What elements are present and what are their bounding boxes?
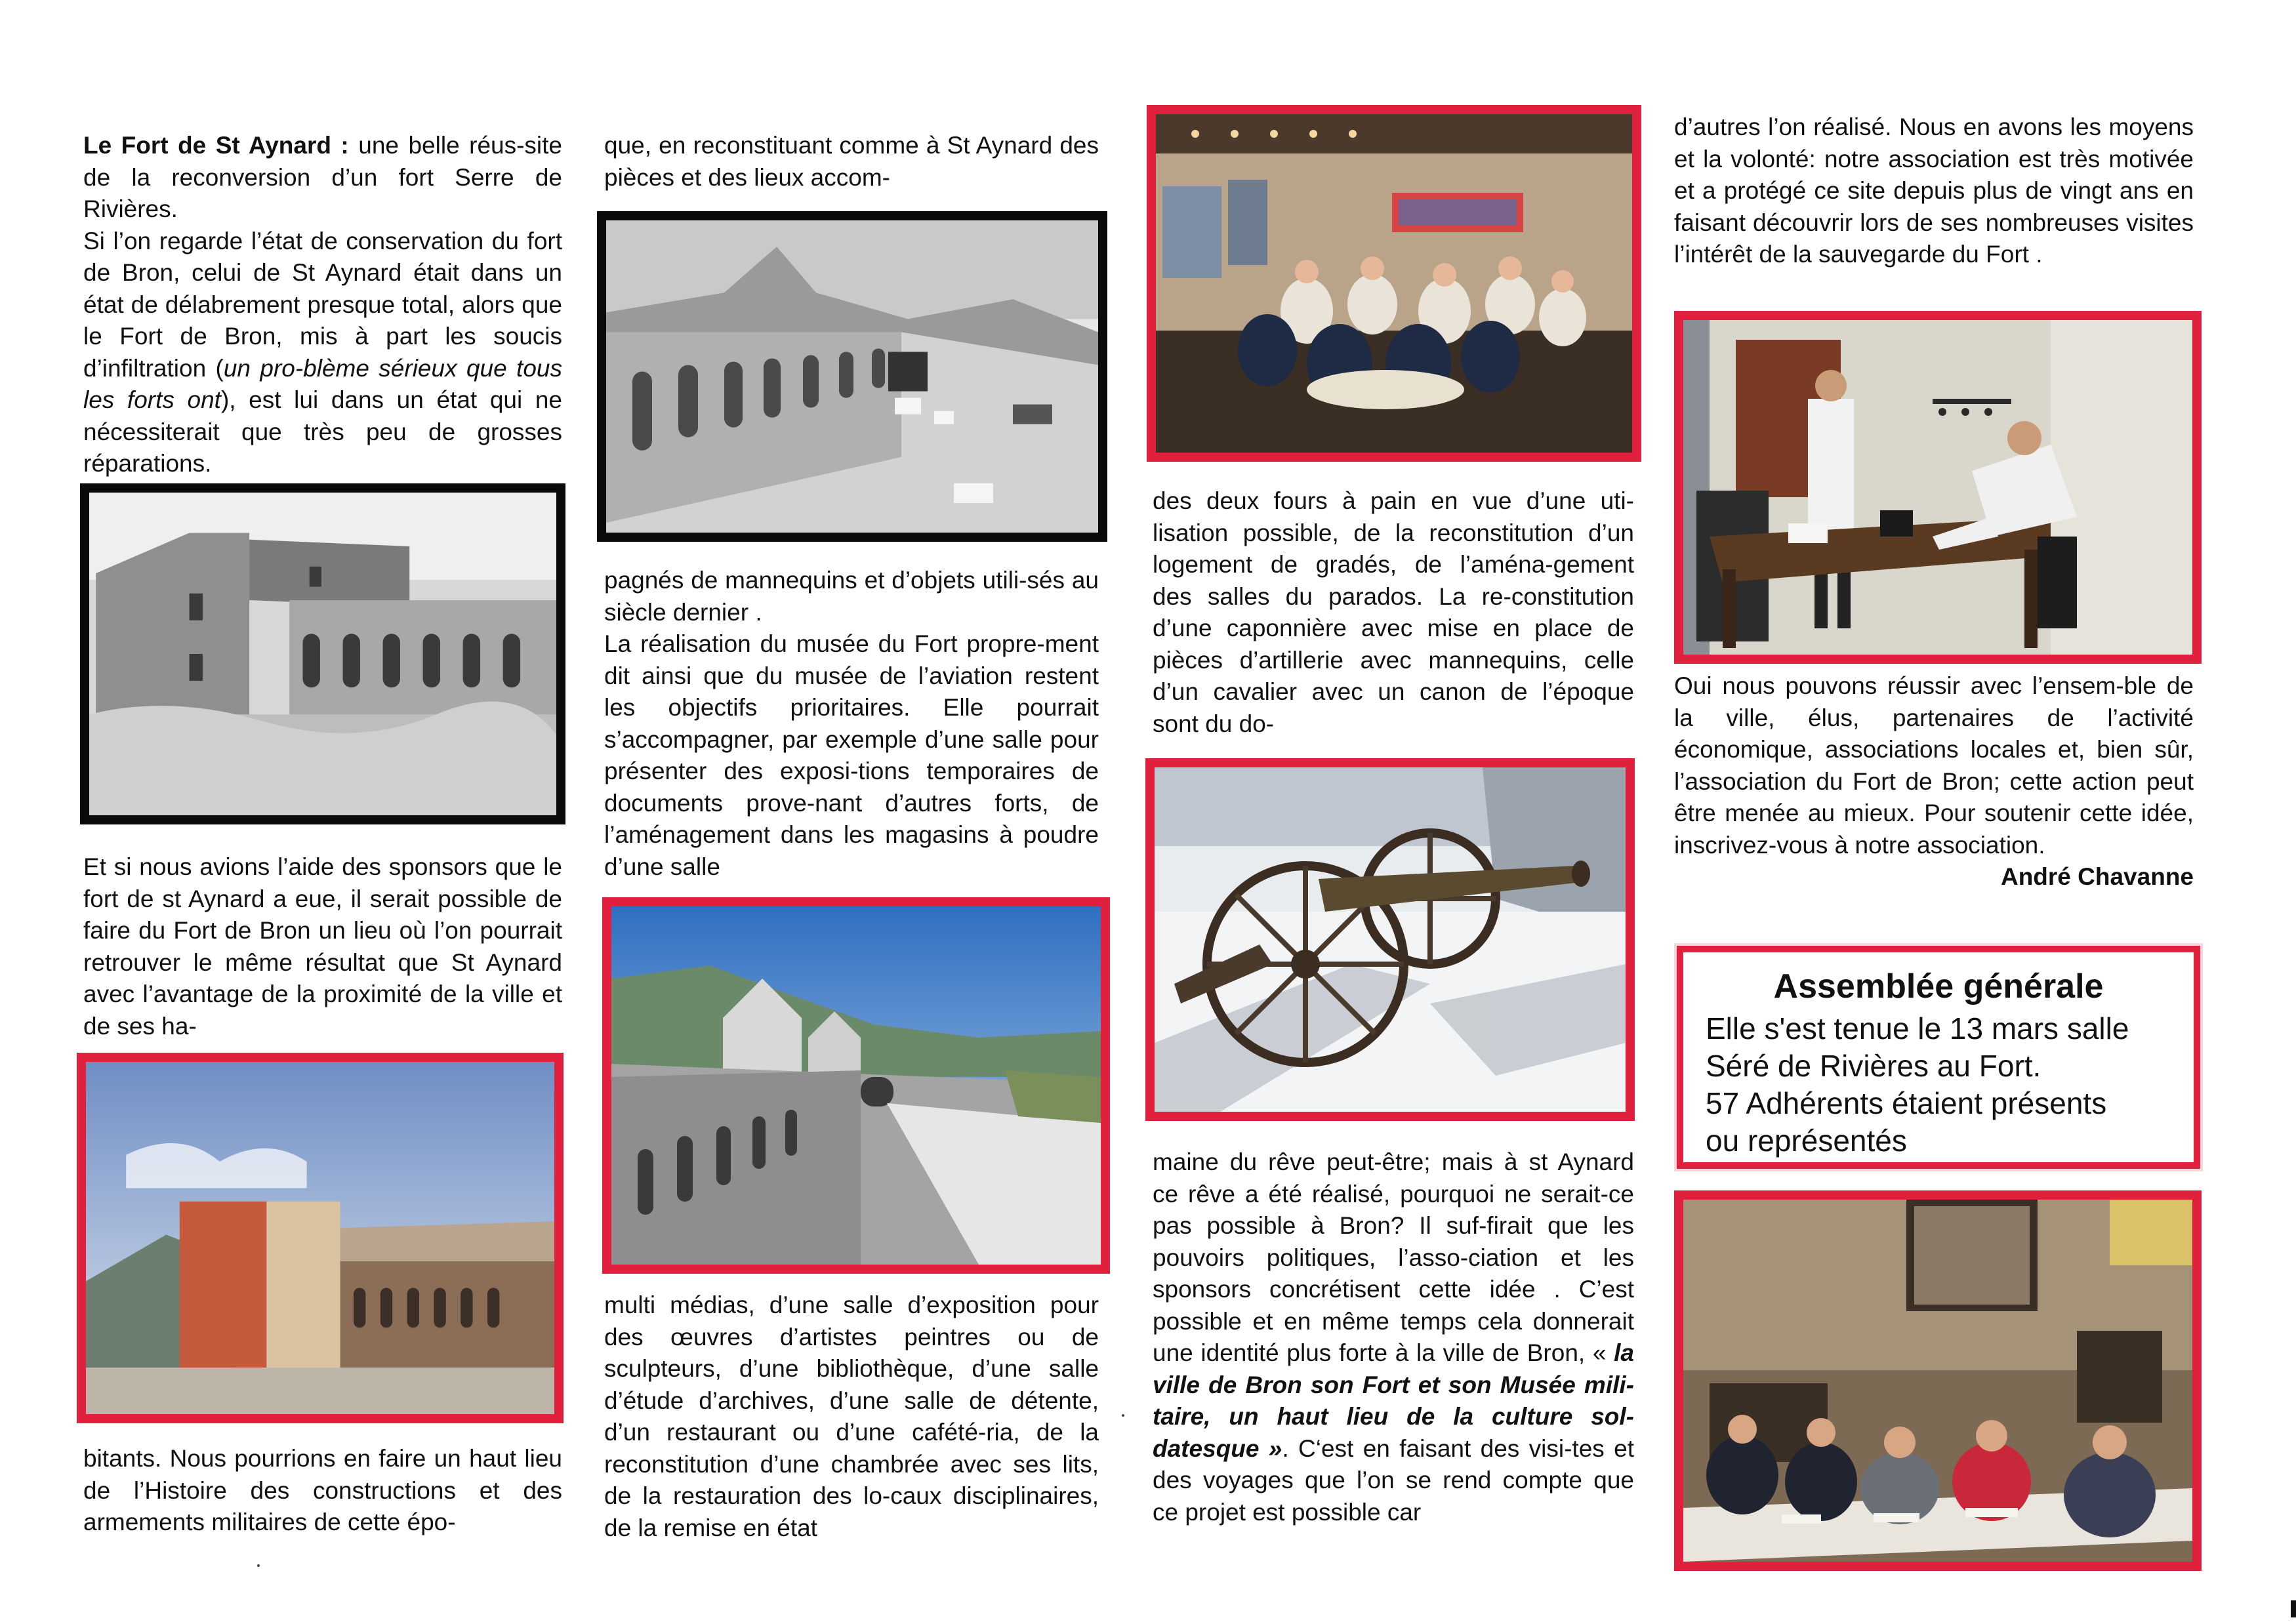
col4-text-top	[1674, 112, 2194, 271]
scan-edge-mark	[2291, 1600, 2296, 1617]
paragraph: maine du rêve peut-être; mais à st Aynard ce rêve a été réalisé, pourquoi ne serait-ce pas possible à Bron? Il suf-firait que les pouvoirs politiques, l’asso-ciation et les sponsors concrétisent cette idée . C’est possible et en même temps cela donnerait une identité plus forte à la ville de Bron, « la ville de Bron son Fort et son Musée mili-taire, un haut lieu de la culture sol-datesque ». C‘est en faisant des visi-tes et des voyages que l’on se rend compte que ce projet est possible car	[1153, 1148, 1634, 1526]
paragraph: pagnés de mannequins et d’objets utili-sés au siècle dernier .	[604, 567, 1099, 626]
photo-general-assembly	[1674, 1190, 2202, 1571]
print-speck	[257, 1564, 260, 1567]
photo-mannequins-office	[1674, 311, 2202, 664]
photo-antique-cannon	[1145, 758, 1635, 1121]
article-title: Le Fort de St Aynard :	[83, 132, 349, 159]
col2-text-top	[604, 130, 1099, 193]
col2-text-bottom	[604, 1289, 1099, 1544]
author-signature: André Chavanne	[2000, 863, 2194, 890]
photo-fort-courtyard-bw	[597, 211, 1107, 542]
col3-text-top	[1153, 485, 1634, 740]
col4-text-bottom	[1674, 670, 2194, 893]
paragraph: d’autres l’on réalisé. Nous en avons les moyens et la volonté: notre association est très motivée et a protégé ce site depuis plus de vingt ans en faisant découvrir lors de ses nombreuses visites l’intérêt de la sauvegarde du Fort .	[1674, 113, 2194, 268]
quote-emphasis: la ville de Bron son Fort et son Musée mili-taire, un haut lieu de la culture sol-datesque »	[1153, 1339, 1634, 1462]
paragraph: Et si nous avions l’aide des sponsors que le fort de st Aynard a eue, il serait possible de faire du Fort de Bron un lieu où l’on pourrait retrouver le même résultat que St Aynard avec l’avantage de la proximité de la ville et de ses ha-	[83, 853, 562, 1040]
col1-text-top	[83, 130, 562, 480]
photo-ruined-fort	[80, 483, 565, 824]
paragraph: que, en reconstituant comme à St Aynard des pièces et des lieux accom-	[604, 132, 1099, 191]
assembly-text: Elle s'est tenue le 13 mars salle Séré de Rivières au Fort. 57 Adhérents étaient présents ou représentés	[1706, 1011, 2129, 1158]
assembly-title: Assemblée générale	[1773, 967, 2104, 1005]
photo-fort-terrace-mountains	[602, 897, 1110, 1274]
photo-restored-fort-st-aynard	[77, 1053, 564, 1423]
photo-meeting-room	[1147, 105, 1641, 462]
col1-text-bottom	[83, 1443, 562, 1539]
paragraph: La réalisation du musée du Fort propre-ment dit ainsi que du musée de l’aviation restent les objectifs prioritaires. Elle pourrait s’accompagner, par exemple d’une salle pour présenter des exposi-tions temporaires de documents prove-nant d’autres forts, de l’aménagement dans les magasins à poudre d’une salle	[604, 630, 1099, 880]
paragraph: multi médias, d’une salle d’exposition pour des œuvres d’artistes peintres ou de sculpteurs, d’une bibliothèque, d’une salle d’étude d’archives, d’une salle de détente, d’un restaurant ou d’une cafété-ria, de la reconstitution d’une chambrée avec ses lits, de la restauration des lo-caux disciplinaires, de la remise en état	[604, 1291, 1099, 1541]
paragraph: Si l’on regarde l’état de conservation du fort de Bron, celui de St Aynard était dans un état de délabrement presque total, alors que le Fort de Bron, mis à part les soucis d’infiltration (un pro-blème sérieux que tous les forts ont), est lui dans un état qui ne nécessiterait que très peu de grosses réparations.	[83, 227, 562, 477]
assembly-notice-box	[1677, 946, 2200, 1169]
col1-text-middle	[83, 851, 562, 1042]
paragraph: des deux fours à pain en vue d’une uti-lisation possible, de la reconstitution d’un logement de gradés, de l’aména-gement des salles du parados. La re-constitution d’une caponnière avec mise en place de pièces d’artillerie avec mannequins, celle d’un cavalier avec un canon de l’époque sont du do-	[1153, 487, 1634, 737]
paragraph: Oui nous pouvons réussir avec l’ensem-ble de la ville, élus, partenaires de l’activité économique, associations locales et, bien sûr, l’association du Fort de Bron; cette action peut être menée au mieux. Pour soutenir cette idée, inscrivez-vous à notre association. André Chavanne	[1674, 670, 2194, 861]
paragraph: bitants. Nous pourrions en faire un haut lieu de l’Histoire des constructions et des armements militaires de cette épo-	[83, 1445, 562, 1535]
paragraph: Le Fort de St Aynard : une belle réus-site de la reconversion d’un fort Serre de Rivières.	[83, 132, 563, 222]
col2-text-middle	[604, 565, 1099, 883]
print-speck	[1122, 1414, 1124, 1417]
col3-text-bottom	[1153, 1147, 1634, 1528]
